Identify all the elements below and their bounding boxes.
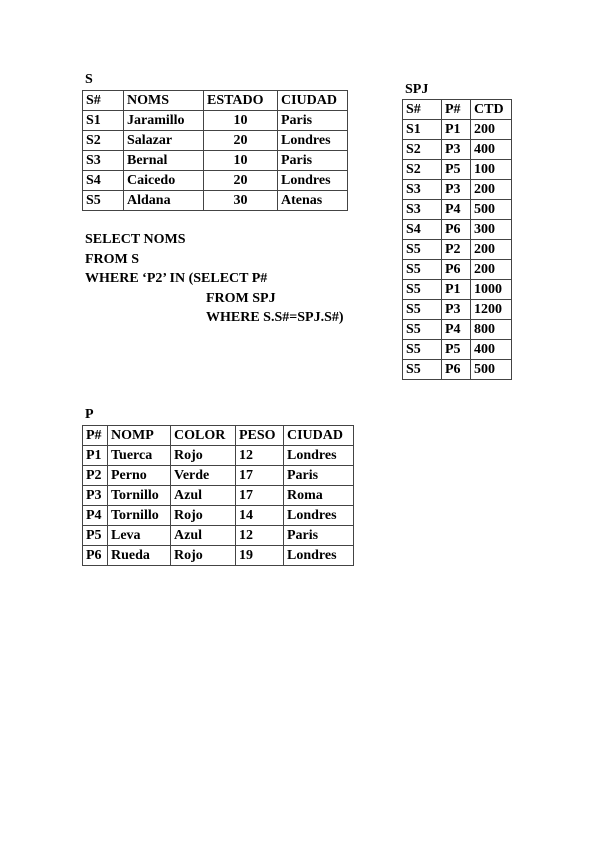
- table-row: [83, 546, 354, 566]
- table-cell: P3: [442, 140, 471, 160]
- table-row: [83, 171, 348, 191]
- table-cell: P4: [83, 506, 108, 526]
- table-cell: P1: [442, 120, 471, 140]
- table-cell: Londres: [284, 446, 354, 466]
- table-cell: 400: [471, 340, 512, 360]
- table-cell: S2: [83, 131, 124, 151]
- table-cell: S5: [403, 300, 442, 320]
- table-cell: 14: [236, 506, 284, 526]
- table-cell: P5: [83, 526, 108, 546]
- table-cell: P1: [83, 446, 108, 466]
- table-cell: 200: [471, 260, 512, 280]
- table-cell: Paris: [284, 526, 354, 546]
- table-row: [403, 360, 512, 380]
- table-cell: Londres: [278, 171, 348, 191]
- table-cell: S5: [403, 260, 442, 280]
- table-cell: S2: [403, 160, 442, 180]
- table-cell: P6: [442, 360, 471, 380]
- table-cell: Tuerca: [108, 446, 171, 466]
- column-header: NOMP: [108, 426, 171, 446]
- table-row: [83, 526, 354, 546]
- table-cell: 400: [471, 140, 512, 160]
- table-cell: 1000: [471, 280, 512, 300]
- table-cell: P6: [442, 220, 471, 240]
- table-cell: Aldana: [124, 191, 204, 211]
- table-cell: Leva: [108, 526, 171, 546]
- table-row: [403, 180, 512, 200]
- table-cell: Tornillo: [108, 506, 171, 526]
- table-cell: P4: [442, 320, 471, 340]
- table-row: [83, 486, 354, 506]
- table-cell: P5: [442, 160, 471, 180]
- table-row: [403, 120, 512, 140]
- query-line: WHERE S.S#=SPJ.S#): [206, 310, 344, 325]
- table-cell: Perno: [108, 466, 171, 486]
- table-cell: Paris: [278, 111, 348, 131]
- table-row: [83, 131, 348, 151]
- table-header-row: [83, 91, 348, 111]
- table-cell: S5: [403, 240, 442, 260]
- table-cell: Tornillo: [108, 486, 171, 506]
- table-cell: Azul: [171, 526, 236, 546]
- table-cell: 10: [204, 151, 278, 171]
- table-cell: Londres: [284, 506, 354, 526]
- table-cell: 17: [236, 486, 284, 506]
- table-cell: P1: [442, 280, 471, 300]
- table-cell: Roma: [284, 486, 354, 506]
- table-cell: 30: [204, 191, 278, 211]
- table-cell: Paris: [284, 466, 354, 486]
- table-cell: S5: [403, 340, 442, 360]
- table-spj-title: SPJ: [405, 82, 429, 97]
- table-cell: 200: [471, 180, 512, 200]
- table-s-title: S: [85, 72, 93, 87]
- table-cell: Rojo: [171, 546, 236, 566]
- table-cell: 300: [471, 220, 512, 240]
- query-line: SELECT NOMS: [85, 232, 186, 247]
- table-cell: 17: [236, 466, 284, 486]
- table-cell: S5: [403, 280, 442, 300]
- table-cell: P2: [83, 466, 108, 486]
- table-p: [82, 425, 354, 566]
- table-cell: Verde: [171, 466, 236, 486]
- table-cell: S5: [403, 360, 442, 380]
- table-cell: Paris: [278, 151, 348, 171]
- table-cell: Bernal: [124, 151, 204, 171]
- table-cell: P3: [83, 486, 108, 506]
- table-cell: Jaramillo: [124, 111, 204, 131]
- table-cell: 12: [236, 446, 284, 466]
- table-cell: S4: [83, 171, 124, 191]
- column-header: NOMS: [124, 91, 204, 111]
- table-cell: 20: [204, 131, 278, 151]
- table-cell: Salazar: [124, 131, 204, 151]
- table-row: [83, 466, 354, 486]
- table-row: [403, 280, 512, 300]
- table-cell: 200: [471, 240, 512, 260]
- column-header: P#: [442, 100, 471, 120]
- table-row: [403, 160, 512, 180]
- table-cell: Londres: [278, 131, 348, 151]
- column-header: P#: [83, 426, 108, 446]
- table-cell: P4: [442, 200, 471, 220]
- table-cell: 10: [204, 111, 278, 131]
- column-header: S#: [83, 91, 124, 111]
- column-header: PESO: [236, 426, 284, 446]
- table-cell: S3: [403, 180, 442, 200]
- table-cell: P6: [83, 546, 108, 566]
- table-cell: Rojo: [171, 446, 236, 466]
- table-row: [403, 320, 512, 340]
- table-header-row: [403, 100, 512, 120]
- query-line: FROM SPJ: [206, 290, 276, 306]
- table-p-title: P: [85, 407, 94, 422]
- table-row: [83, 151, 348, 171]
- table-row: [403, 200, 512, 220]
- table-cell: S5: [83, 191, 124, 211]
- table-cell: 100: [471, 160, 512, 180]
- table-s: [82, 90, 348, 211]
- table-row: [403, 240, 512, 260]
- table-cell: Atenas: [278, 191, 348, 211]
- column-header: CIUDAD: [278, 91, 348, 111]
- table-row: [83, 446, 354, 466]
- table-cell: Caicedo: [124, 171, 204, 191]
- table-cell: S1: [403, 120, 442, 140]
- table-cell: S2: [403, 140, 442, 160]
- table-row: [403, 140, 512, 160]
- table-cell: 500: [471, 360, 512, 380]
- table-cell: S4: [403, 220, 442, 240]
- table-cell: P2: [442, 240, 471, 260]
- table-cell: Azul: [171, 486, 236, 506]
- table-cell: 1200: [471, 300, 512, 320]
- column-header: S#: [403, 100, 442, 120]
- table-cell: 12: [236, 526, 284, 546]
- table-row: [403, 220, 512, 240]
- table-row: [403, 340, 512, 360]
- table-cell: S1: [83, 111, 124, 131]
- table-row: [83, 191, 348, 211]
- table-cell: 800: [471, 320, 512, 340]
- column-header: CIUDAD: [284, 426, 354, 446]
- table-cell: P6: [442, 260, 471, 280]
- query-line: WHERE ‘P2’ IN (SELECT P#: [85, 271, 268, 286]
- sql-query: [85, 230, 344, 328]
- table-cell: P3: [442, 300, 471, 320]
- table-cell: S3: [403, 200, 442, 220]
- table-row: [83, 111, 348, 131]
- table-row: [403, 260, 512, 280]
- table-cell: P5: [442, 340, 471, 360]
- table-cell: P3: [442, 180, 471, 200]
- column-header: COLOR: [171, 426, 236, 446]
- table-cell: 20: [204, 171, 278, 191]
- column-header: ESTADO: [204, 91, 278, 111]
- table-cell: 500: [471, 200, 512, 220]
- column-header: CTD: [471, 100, 512, 120]
- table-cell: Rueda: [108, 546, 171, 566]
- table-spj: [402, 99, 512, 380]
- table-cell: Rojo: [171, 506, 236, 526]
- table-row: [403, 300, 512, 320]
- table-cell: Londres: [284, 546, 354, 566]
- table-header-row: [83, 426, 354, 446]
- table-cell: 19: [236, 546, 284, 566]
- table-row: [83, 506, 354, 526]
- table-cell: S5: [403, 320, 442, 340]
- table-cell: 200: [471, 120, 512, 140]
- table-cell: S3: [83, 151, 124, 171]
- query-line: FROM S: [85, 251, 140, 267]
